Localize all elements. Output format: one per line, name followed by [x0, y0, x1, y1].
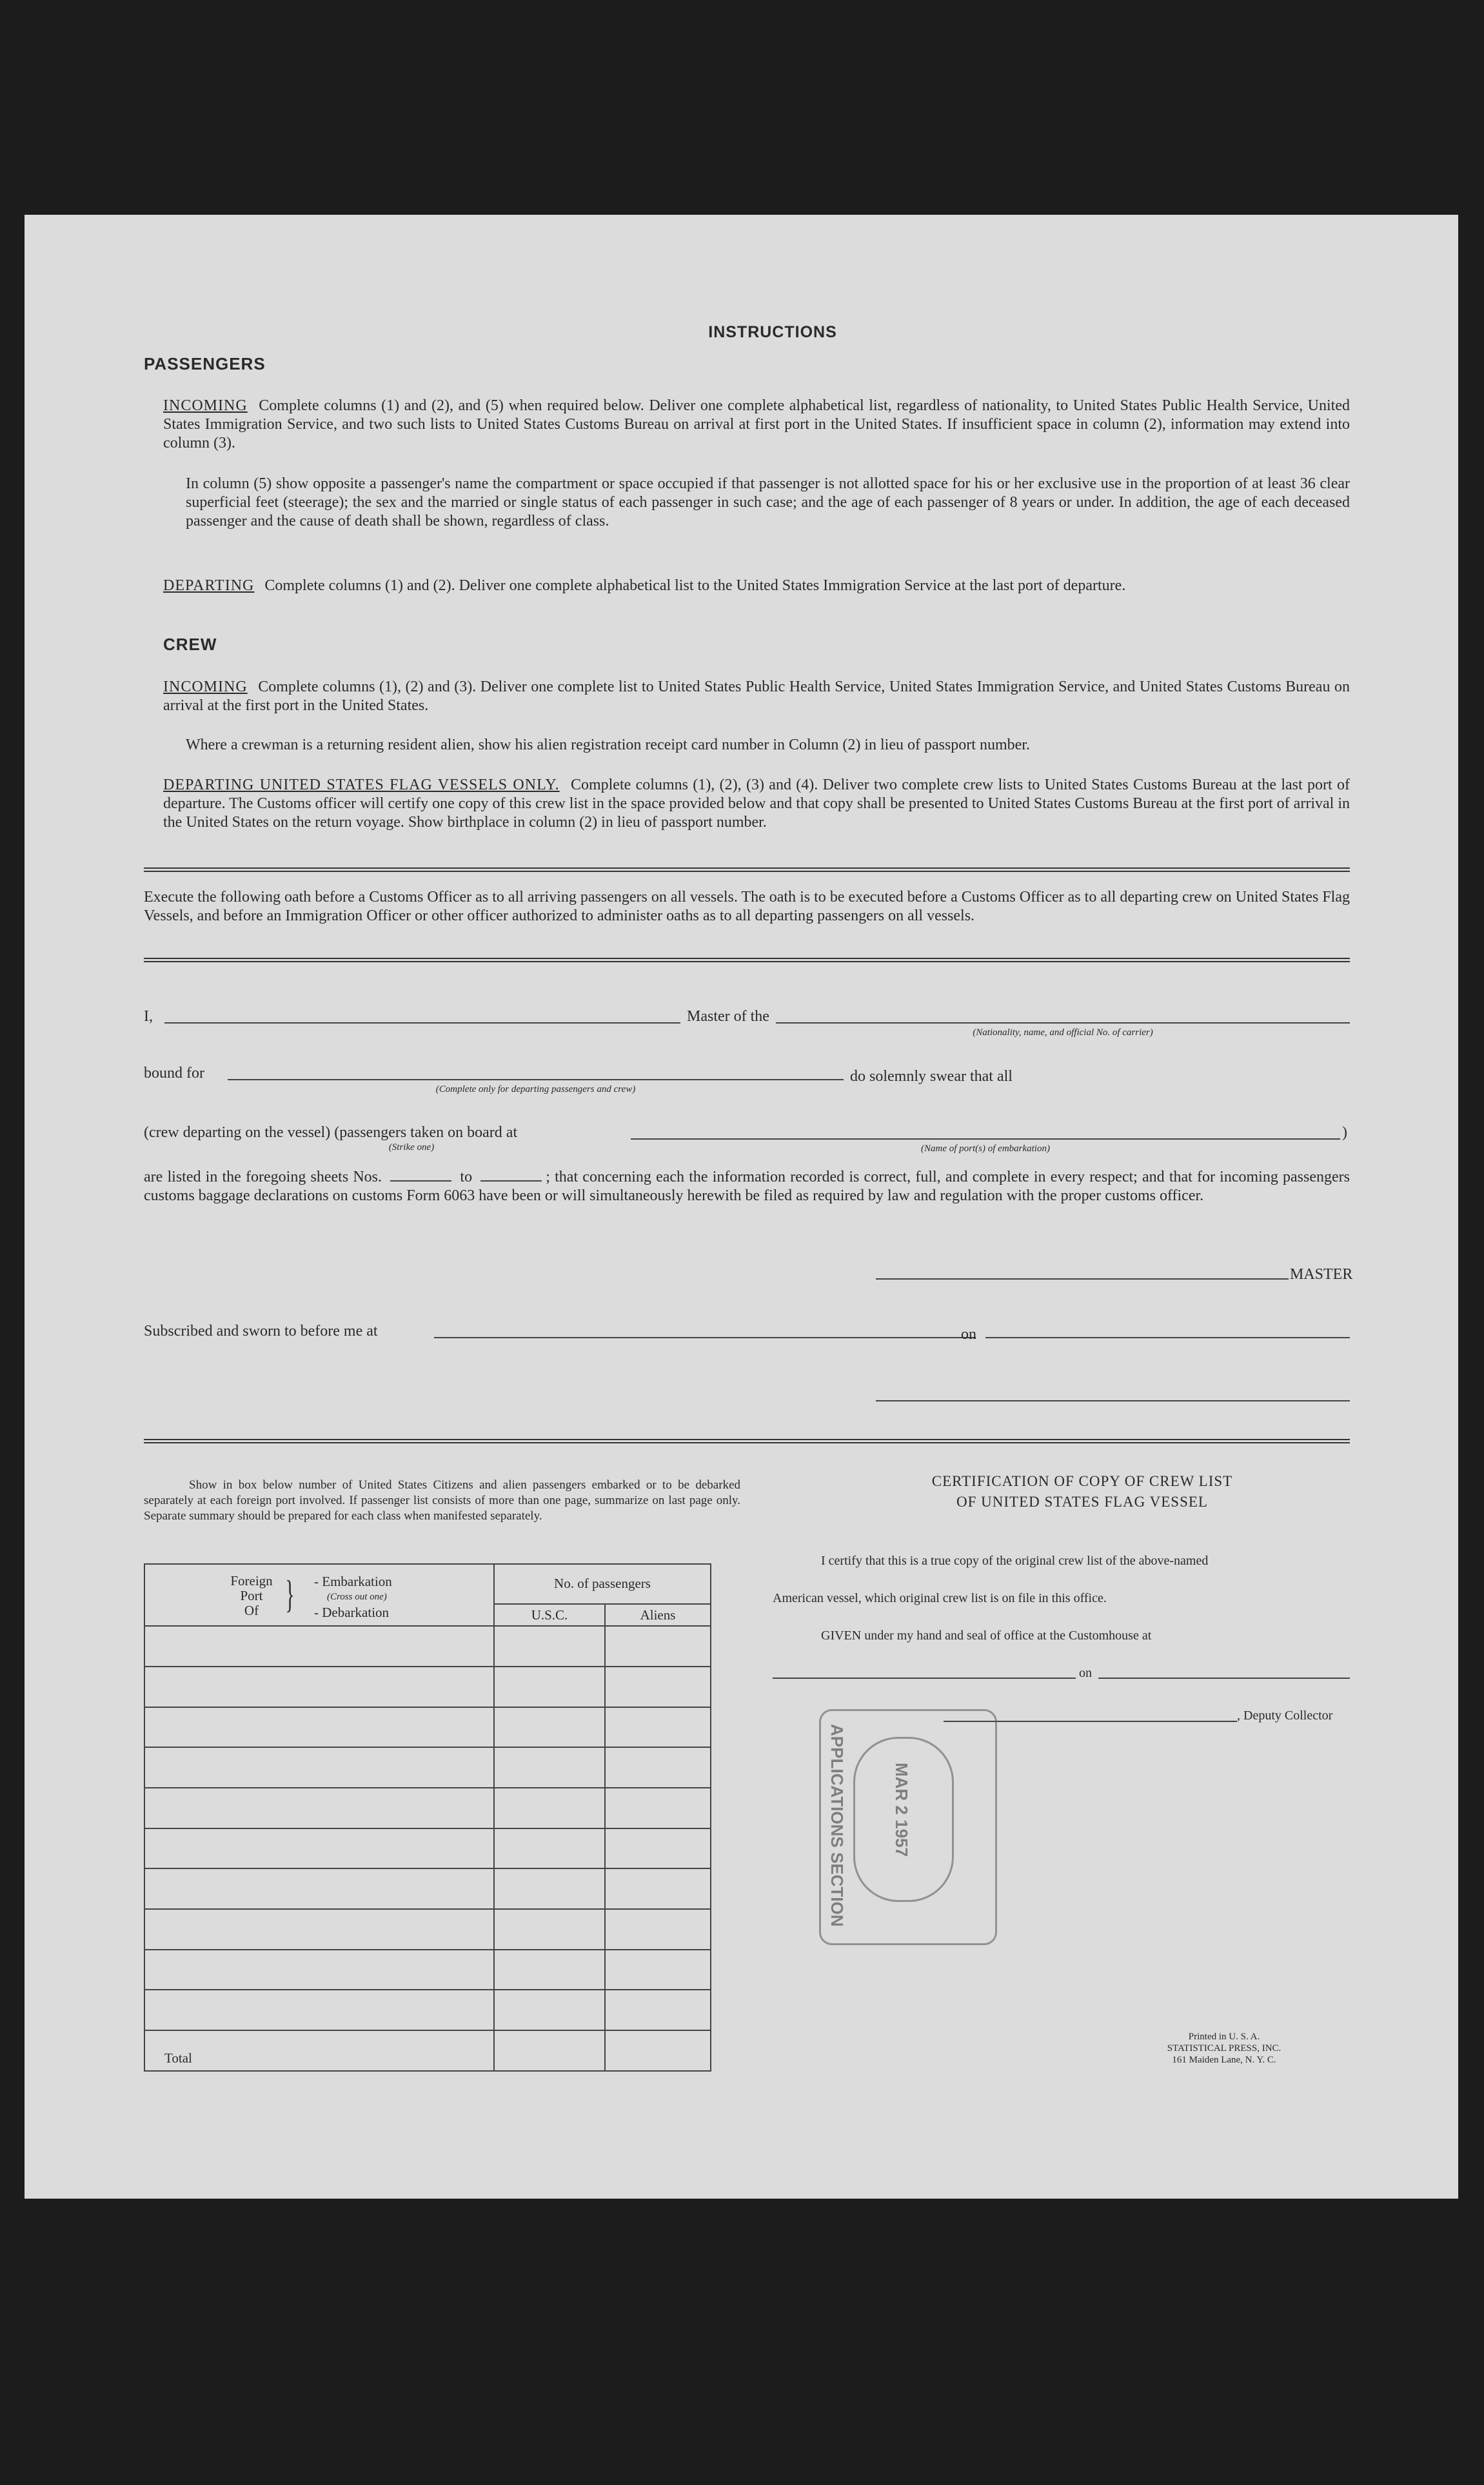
oath-i-label: I,	[144, 1008, 153, 1025]
oath-intro: Execute the following oath before a Customs Officer as to all arriving passengers on all vessels. The oath is to be executed before a Customs Officer as to all departing crew on United States Flag Vessels, and before an Immigration Officer or other officer authorized to administer oaths as to all departing passengers on all vessels.	[144, 889, 1350, 924]
form-sheet	[25, 215, 1458, 2199]
sheets-paragraph	[144, 1168, 1350, 1205]
usc-cell[interactable]	[494, 1667, 605, 1707]
subscribed-label: Subscribed and sworn to before me at	[144, 1323, 378, 1340]
port-cell[interactable]	[144, 1909, 494, 1950]
port-cell[interactable]	[144, 1990, 494, 2030]
certification-title-line1: CERTIFICATION OF COPY OF CREW LIST	[931, 1473, 1233, 1489]
table-row	[144, 1868, 711, 1909]
stamp-section-text: APPLICATIONS SECTION	[827, 1724, 847, 1927]
of-label: Of	[244, 1603, 259, 1619]
usc-cell[interactable]	[494, 1909, 605, 1950]
table-row	[144, 1950, 711, 1990]
foreign-label: Foreign	[230, 1573, 273, 1589]
passengers-column5-paragraph: In column (5) show opposite a passenger's name the compartment or space occupied if that passenger is not allotted space for his or her exclusive use in the proportion of at least 36 clear superficial feet (steerage); the sex and the married or single status of each passenger in such case; and the age of each passenger of 8 years or under. In addition, the age of each deceased passenger and the cause of death shall be shown, regardless of class.	[186, 475, 1350, 530]
usc-cell[interactable]	[494, 1626, 605, 1667]
total-label: Total	[144, 2030, 494, 2071]
lower-divider	[144, 1439, 1350, 1443]
usc-cell[interactable]	[494, 1788, 605, 1828]
table-row	[144, 1990, 711, 2030]
crew-incoming-lead: INCOMING	[163, 678, 248, 695]
crew-departing-lead: DEPARTING UNITED STATES FLAG VESSELS ONLY.	[163, 777, 560, 793]
strike-one-note: (Strike one)	[388, 1142, 435, 1153]
passengers-departing-text: Complete columns (1) and (2). Deliver one complete alphabetical list to the United States Immigration Service at the last port of departure.	[264, 577, 1126, 594]
box-intro: Show in box below number of United States Citizens and alien passengers embarked or to be debarked separately at each foreign port involved. If passenger list consists of more than one page, summarize on last page only. Separate summary should be prepared for each class when manifested separately.	[144, 1478, 740, 1523]
usc-cell[interactable]	[494, 1868, 605, 1909]
sheets-to-label: to	[460, 1169, 473, 1185]
embarkation-label: - Embarkation	[314, 1574, 392, 1590]
port-cell[interactable]	[144, 1626, 494, 1667]
port-cell[interactable]	[144, 1707, 494, 1748]
port-cell[interactable]	[144, 1828, 494, 1869]
given-text: GIVEN under my hand and seal of office at the Customhouse at	[821, 1629, 1152, 1643]
aliens-header: Aliens	[605, 1604, 711, 1626]
table-row	[144, 1707, 711, 1748]
bound-for-field[interactable]	[228, 1079, 844, 1080]
applications-section-stamp	[819, 1709, 997, 1945]
aliens-cell[interactable]	[605, 1950, 711, 1990]
table-row	[144, 1626, 711, 1667]
passenger-summary-table	[144, 1563, 711, 2072]
passengers-incoming-text: Complete columns (1) and (2), and (5) when required below. Deliver one complete alphabetical list, regardless of nationality, to United States Public Health Service, United States Immigration Service, and two such lists to United States Customs Bureau on arrival at first port in the United States. If insufficient space in column (2), information may extend into column (3).	[163, 397, 1350, 451]
aliens-cell[interactable]	[605, 1909, 711, 1950]
embarkation-port-field[interactable]	[631, 1138, 1340, 1140]
crew-departing-text: Complete columns (1), (2), (3) and (4). Deliver two complete crew lists to United States Customs Bureau at the last port of departure. The Customs officer will certify one copy of this crew list in the space provided below and that copy shall be presented to United States Customs Bureau at the first port of arrival in the United States on the return voyage. Show birthplace in column (2) in lieu of passport number.	[163, 777, 1350, 831]
carrier-note: (Nationality, name, and official No. of carrier)	[973, 1027, 1153, 1038]
page-title: INSTRUCTIONS	[708, 323, 837, 341]
close-paren: )	[1342, 1124, 1347, 1141]
master-name-field[interactable]	[164, 1022, 680, 1024]
passengers-departing-paragraph	[163, 577, 1350, 595]
aliens-cell[interactable]	[605, 1990, 711, 2030]
port-cell[interactable]	[144, 1667, 494, 1707]
carrier-field[interactable]	[776, 1022, 1350, 1024]
bound-for-note: (Complete only for departing passengers and crew)	[435, 1084, 636, 1094]
aliens-cell[interactable]	[605, 1626, 711, 1667]
table-row	[144, 1747, 711, 1788]
swear-label: do solemnly swear that all	[850, 1068, 1013, 1085]
cert-on-label: on	[1079, 1666, 1092, 1680]
table-row	[144, 1909, 711, 1950]
sworn-on-label: on	[961, 1326, 976, 1343]
section-divider	[144, 867, 1350, 872]
crew-departing-paragraph	[163, 776, 1350, 832]
foreign-port-header: Foreign Port Of } - Embarkation (Cross out one) - Debarkation	[144, 1564, 494, 1626]
passengers-incoming-lead: INCOMING	[163, 397, 248, 414]
port-cell[interactable]	[144, 1868, 494, 1909]
usc-total-cell[interactable]	[494, 2030, 605, 2071]
port-cell[interactable]	[144, 1950, 494, 1990]
passengers-heading: PASSENGERS	[144, 354, 266, 373]
table-row	[144, 1667, 711, 1707]
sheets-text-b: ; that concerning each the information recorded is correct, full, and complete in every respect; and that for incoming passengers customs baggage declarations on customs Form 6063 have been or will simultaneously herewith be filed as required by law and regulation with the proper customs officer.	[144, 1169, 1350, 1204]
crew-resident-paragraph: Where a crewman is a returning resident alien, show his alien registration receipt card number in Column (2) in lieu of passport number.	[186, 737, 1030, 753]
certify-text-b: American vessel, which original crew list is on file in this office.	[773, 1591, 1107, 1605]
crew-heading: CREW	[163, 635, 217, 654]
usc-cell[interactable]	[494, 1707, 605, 1748]
usc-cell[interactable]	[494, 1950, 605, 1990]
table-row	[144, 1828, 711, 1869]
sheets-text-a: are listed in the foregoing sheets Nos.	[144, 1169, 382, 1185]
usc-cell[interactable]	[494, 1828, 605, 1869]
aliens-cell[interactable]	[605, 1788, 711, 1828]
sheet-to-field[interactable]	[480, 1180, 542, 1182]
passengers-incoming-paragraph	[163, 397, 1350, 453]
cert-date-field[interactable]	[1098, 1678, 1350, 1679]
bound-for-label: bound for	[144, 1065, 204, 1082]
sheet-from-field[interactable]	[390, 1180, 451, 1182]
ports-note: (Name of port(s) of embarkation)	[921, 1143, 1050, 1154]
oath-divider	[144, 958, 1350, 962]
port-label: Port	[240, 1588, 263, 1604]
printer-line3: 161 Maiden Lane, N. Y. C.	[1172, 2055, 1276, 2065]
customhouse-field[interactable]	[773, 1678, 1076, 1679]
port-cell[interactable]	[144, 1788, 494, 1828]
officer-signature-field[interactable]	[876, 1400, 1350, 1401]
crew-departing-label: (crew departing on the vessel) (passengers taken on board at	[144, 1124, 518, 1141]
debarkation-label: - Debarkation	[314, 1605, 390, 1621]
master-of-the-label: Master of the	[687, 1008, 769, 1025]
usc-cell[interactable]	[494, 1990, 605, 2030]
cross-out-note: (Cross out one)	[327, 1592, 387, 1603]
certify-text-a: I certify that this is a true copy of the original crew list of the above-named	[821, 1554, 1209, 1568]
crew-incoming-text: Complete columns (1), (2) and (3). Deliver one complete list to United States Public Health Service, United States Immigration Service, and United States Customs Bureau on arrival at the first port in the United States.	[163, 678, 1350, 714]
aliens-cell[interactable]	[605, 1667, 711, 1707]
deputy-collector-label: , Deputy Collector	[1237, 1708, 1333, 1723]
master-label: MASTER	[1290, 1266, 1353, 1283]
sworn-on-date-field[interactable]	[985, 1337, 1350, 1338]
no-passengers-header: No. of passengers	[494, 1564, 711, 1604]
stamp-date-text: MAR 2 1957	[892, 1763, 911, 1857]
passengers-departing-lead: DEPARTING	[163, 577, 255, 594]
printer-line2: STATISTICAL PRESS, INC.	[1167, 2043, 1281, 2054]
usc-cell[interactable]	[494, 1747, 605, 1788]
usc-header: U.S.C.	[494, 1604, 605, 1626]
table-row-total	[144, 2030, 711, 2071]
aliens-cell[interactable]	[605, 1868, 711, 1909]
table-row	[144, 1788, 711, 1828]
master-signature-field[interactable]	[876, 1278, 1289, 1280]
aliens-cell[interactable]	[605, 1707, 711, 1748]
crew-incoming-paragraph	[163, 678, 1350, 715]
aliens-cell[interactable]	[605, 1828, 711, 1869]
certification-title	[792, 1471, 1372, 1512]
printer-line1: Printed in U. S. A.	[1188, 2032, 1260, 2042]
port-cell[interactable]	[144, 1747, 494, 1788]
sworn-at-field[interactable]	[434, 1337, 976, 1338]
certification-title-line2: OF UNITED STATES FLAG VESSEL	[956, 1494, 1208, 1510]
aliens-cell[interactable]	[605, 1747, 711, 1788]
printer-imprint	[1121, 2031, 1327, 2066]
aliens-total-cell[interactable]	[605, 2030, 711, 2071]
